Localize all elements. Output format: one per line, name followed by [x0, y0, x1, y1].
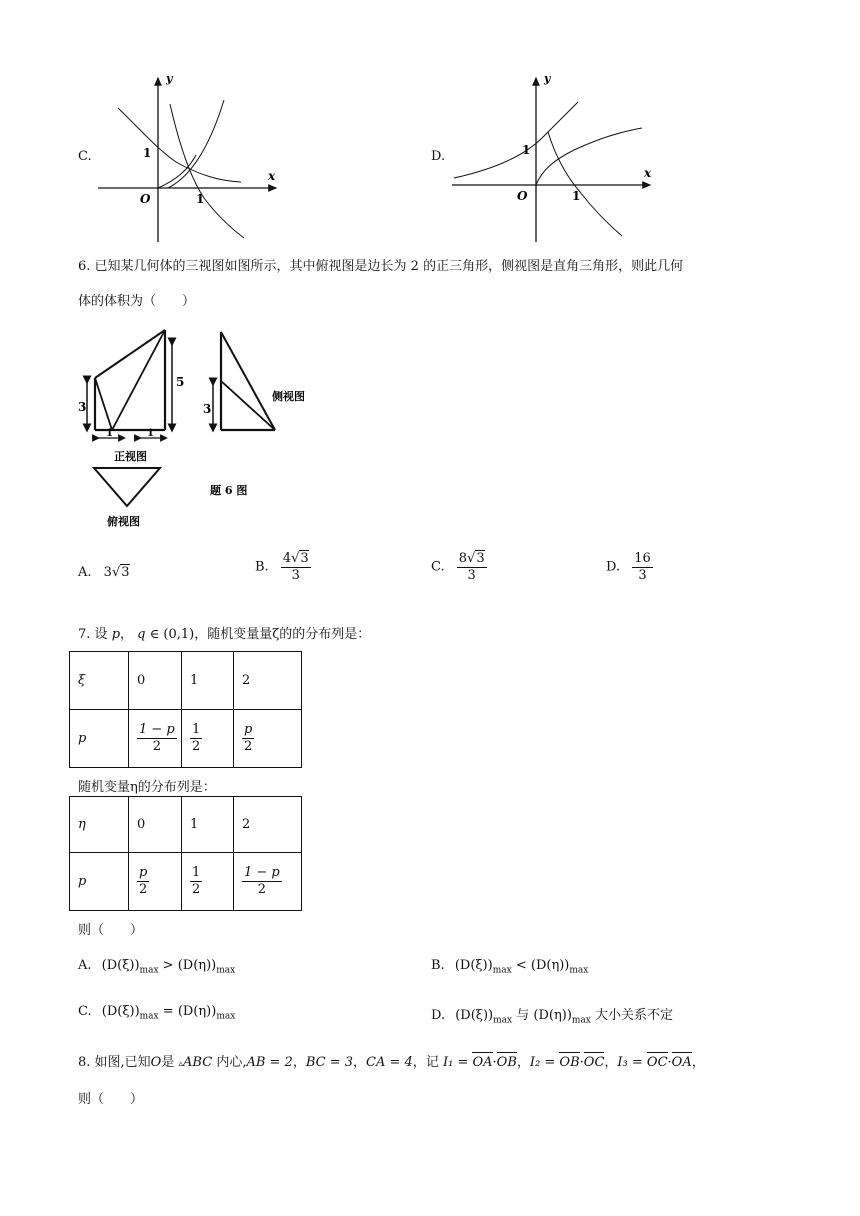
- y-tick-1: 1: [143, 146, 152, 160]
- increasing-curve: [168, 100, 224, 188]
- q7-eta-distribution-table: [69, 796, 302, 911]
- q6-stem-line1: 6. 已知某几何体的三视图如图所示，其中俯视图是边长为 2 的正三角形，侧视图是直角三角形，则此几何: [78, 259, 684, 274]
- x-label: x: [268, 169, 276, 183]
- q8-stem: 8. 如图,已知O是 ▵ABC 内心,AB = 2，BC = 3，CA = 4，记 I₁ = OA·OB，I₂ = OB·OC，I₃ = OC·OA，: [78, 1055, 705, 1070]
- q5-option-d-graph: [450, 70, 660, 245]
- q6-option-d[interactable]: D. $\frac{16}{3}$: [606, 551, 651, 583]
- q7-option-c[interactable]: C. $(D(\xi))_{max} = (D(\eta))_{max}$: [78, 1004, 236, 1022]
- q5-option-c-label: C.: [78, 149, 92, 164]
- q6-three-view-figure: [76, 326, 326, 536]
- q7-mid-text: 随机变量η的分布列是：: [78, 780, 216, 795]
- q6-option-b[interactable]: B. $\frac{4√3}{3}$: [255, 551, 309, 583]
- front-view: [87, 330, 172, 438]
- q7-option-d[interactable]: D. $(D(\xi))_{max}$ 与 $(D(\eta))_{max}$ 大小关系不定: [431, 1008, 674, 1026]
- y-label: y: [166, 72, 173, 85]
- table-row: p $\frac{1 - p}{2}$ $\frac{1}{2}$ $\frac{p}{2}$: [70, 710, 302, 768]
- table-row: p $\frac{p}{2}$ $\frac{1}{2}$ $\frac{1 - p}{2}$: [70, 853, 302, 911]
- steep-curve: [170, 104, 244, 238]
- decreasing-curve: [548, 132, 622, 236]
- front-height-3: 3: [78, 400, 87, 414]
- table-head: η: [70, 797, 129, 853]
- q7-option-b[interactable]: B. $(D(\xi))_{max} < (D(\eta))_{max}$: [431, 958, 589, 976]
- table-row: η 0 1 2: [70, 797, 302, 853]
- front-base-1b: 1: [147, 428, 154, 439]
- q5-option-c-graph: [96, 70, 286, 245]
- x-tick-1: 1: [196, 192, 205, 206]
- figure-caption: 题 6 图: [210, 484, 248, 497]
- q6-option-a[interactable]: A. 3√3: [78, 565, 130, 580]
- q7-xi-distribution-table: [69, 651, 302, 768]
- q6-stem-line2: 体的体积为（ ）: [78, 294, 196, 309]
- top-view: [94, 468, 160, 506]
- q5-option-d-label: D.: [431, 149, 446, 164]
- q6-option-c[interactable]: C. $\frac{8√3}{3}$: [431, 551, 485, 583]
- top-caption: 俯视图: [107, 515, 140, 528]
- front-height-5: 5: [176, 375, 185, 389]
- q8-then: 则（ ）: [78, 1092, 144, 1107]
- table-head: ξ: [70, 652, 129, 710]
- y-tick-1: 1: [522, 143, 531, 157]
- side-view: [213, 332, 275, 430]
- origin-label: O: [517, 189, 528, 203]
- q7-stem: 7. 设 p， q ∈ (0,1)，随机变量量ζ的的分布列是：: [78, 627, 371, 642]
- decreasing-curve: [118, 108, 241, 182]
- front-base-1a: 1: [106, 428, 113, 439]
- x-label: x: [644, 166, 652, 180]
- table-row: ξ 0 1 2: [70, 652, 302, 710]
- q7-option-a[interactable]: A. $(D(\xi))_{max} > (D(\eta))_{max}$: [78, 958, 236, 976]
- side-height-3: 3: [203, 402, 212, 416]
- x-tick-1: 1: [572, 189, 581, 203]
- log-curve: [536, 128, 642, 185]
- y-label: y: [544, 72, 551, 85]
- origin-label: O: [140, 192, 151, 206]
- q7-then: 则（ ）: [78, 923, 144, 938]
- exp-curve: [454, 102, 578, 178]
- side-caption: 侧视图: [272, 390, 305, 403]
- front-caption: 正视图: [114, 450, 147, 463]
